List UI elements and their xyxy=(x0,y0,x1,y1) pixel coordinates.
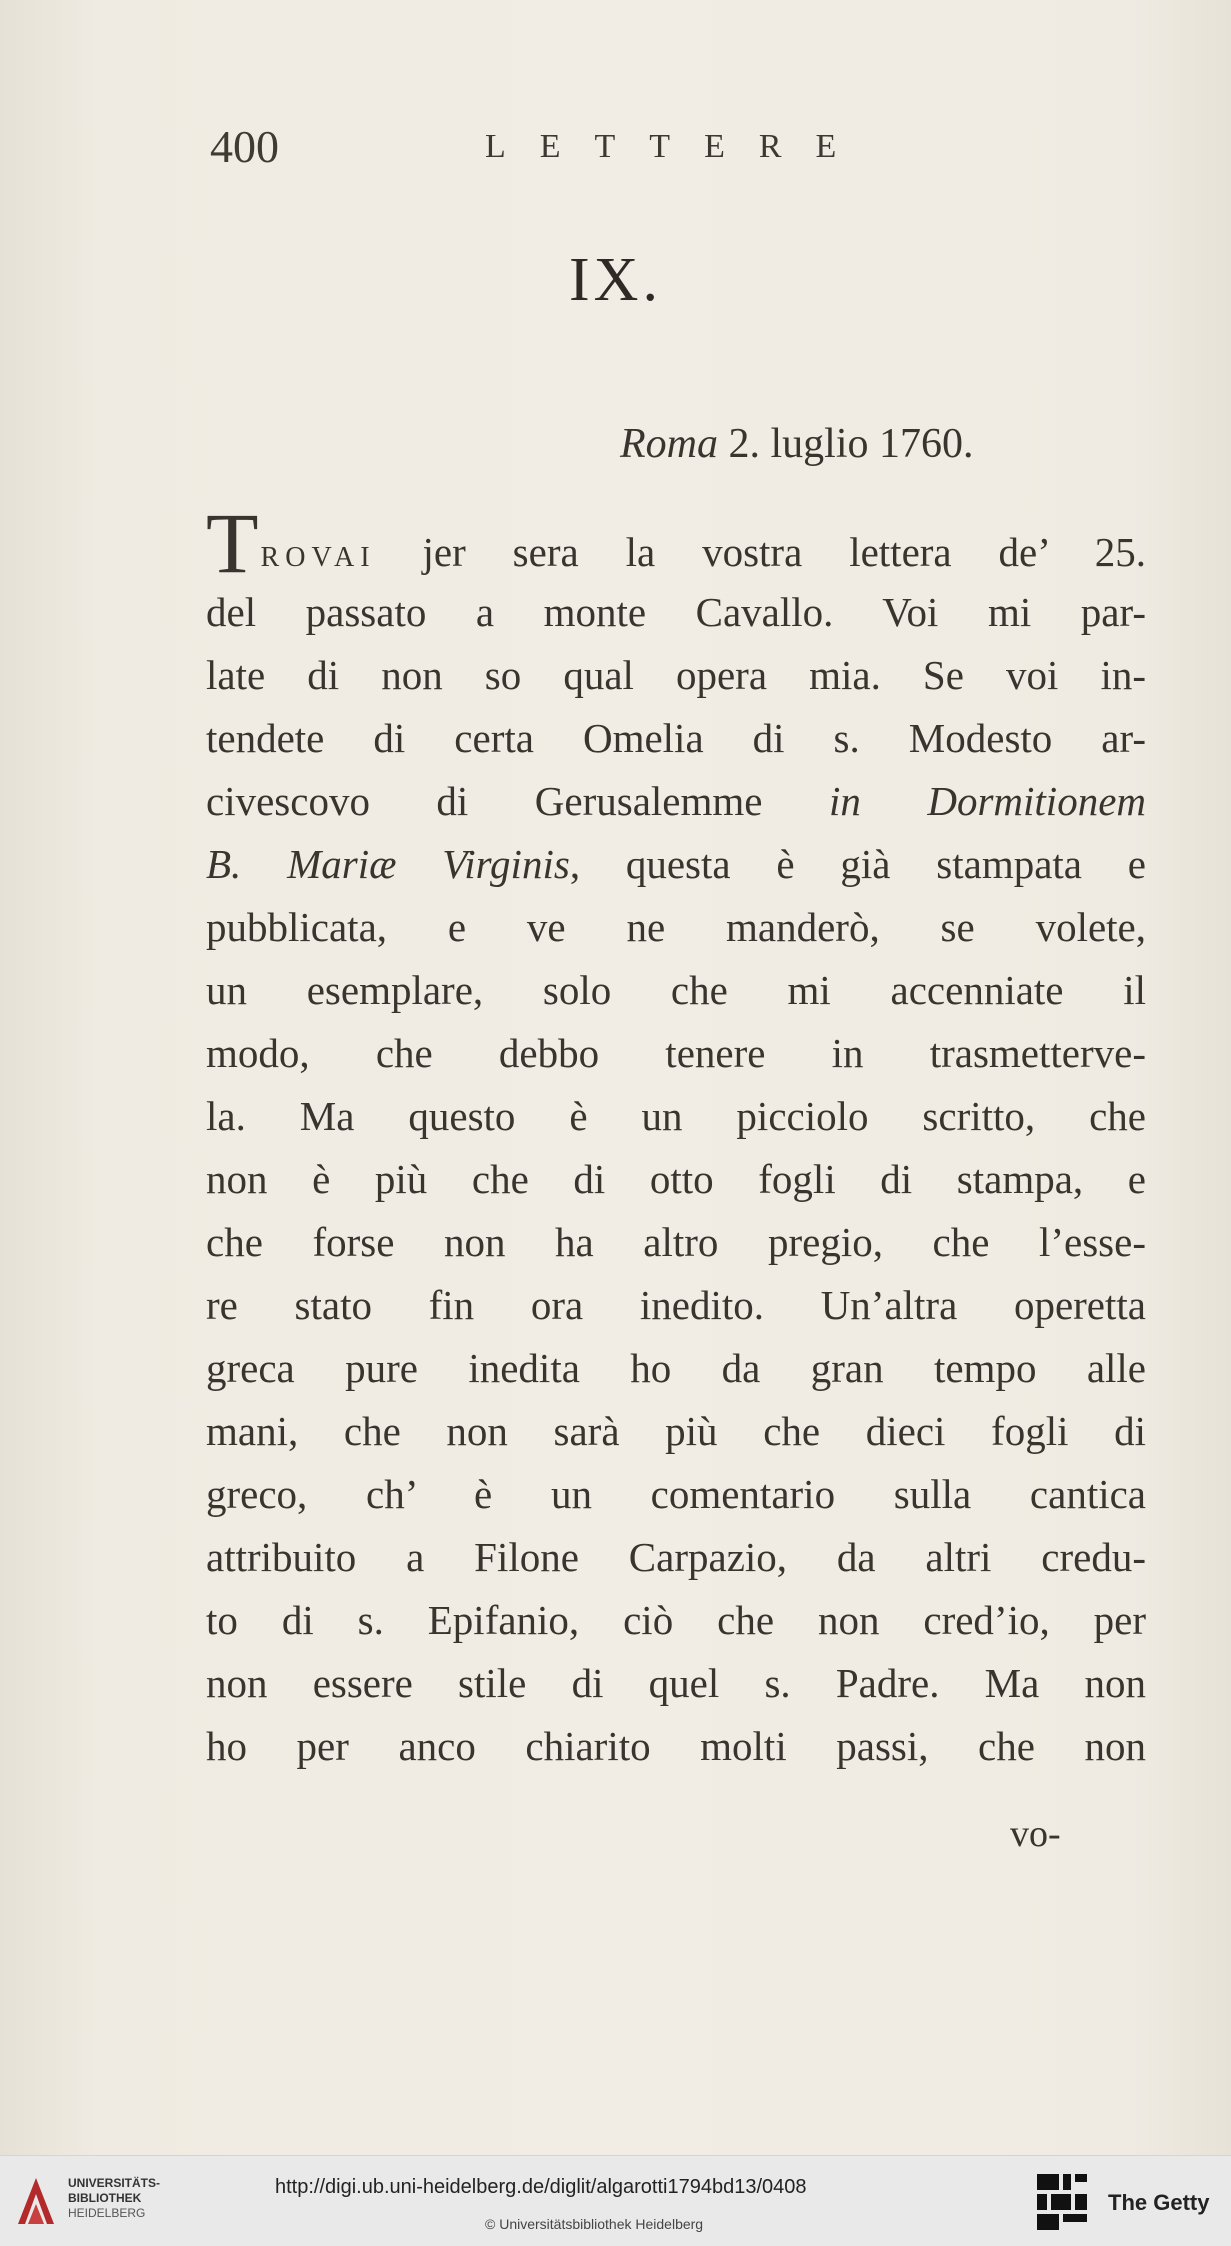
page-number: 400 xyxy=(210,121,279,172)
line-text: un esemplare, solo che mi accenniate il xyxy=(206,967,1146,1013)
line-text: attribuito a Filone Carpazio, da altri credu- xyxy=(206,1534,1146,1580)
text-line xyxy=(206,959,1146,1022)
library-name xyxy=(68,2176,160,2221)
getty-logo-icon xyxy=(1035,2172,1089,2232)
text-line xyxy=(206,1589,1146,1652)
viewer-footer xyxy=(0,2155,1231,2246)
text-line xyxy=(206,1463,1146,1526)
library-name-line2: BIBLIOTHEK xyxy=(68,2191,142,2205)
library-name-line1: UNIVERSITÄTS- xyxy=(68,2176,161,2190)
drop-cap: T xyxy=(206,495,259,591)
text-line xyxy=(206,1211,1146,1274)
date-rest: 2. luglio 1760. xyxy=(718,421,974,467)
library-name-line3: HEIDELBERG xyxy=(68,2206,146,2220)
copyright-notice: © Universitätsbibliothek Heidelberg xyxy=(485,2216,704,2232)
text-line xyxy=(206,1274,1146,1337)
italic-text: in Dormitionem xyxy=(828,778,1146,824)
text-line xyxy=(206,644,1146,707)
date-place: Roma xyxy=(620,421,718,467)
page-header xyxy=(210,120,1010,180)
permalink-url[interactable]: http://digi.ub.uni-heidelberg.de/diglit/algarotti1794bd13/0408 xyxy=(275,2176,807,2198)
running-title: LETTERE xyxy=(485,128,871,165)
italic-text: B. Mariæ Virginis xyxy=(206,841,570,887)
text-line xyxy=(206,770,1146,833)
line-text: pubblicata, e ve ne manderò, se volete, xyxy=(206,904,1146,950)
line-text: re stato fin ora inedito. Un’altra operetta xyxy=(206,1282,1146,1328)
line-text: to di s. Epifanio, ciò che non cred’io, per xyxy=(206,1597,1146,1643)
line-text: non è più che di otto fogli di stampa, e xyxy=(206,1156,1146,1202)
small-caps-word: ROVAI xyxy=(260,542,376,573)
line-text: del passato a monte Cavallo. Voi mi par- xyxy=(206,589,1146,635)
text-line xyxy=(206,495,1146,591)
line-text: la. Ma questo è un picciolo scritto, che xyxy=(206,1093,1146,1139)
text-line xyxy=(206,833,1146,896)
text-line xyxy=(206,1715,1146,1778)
text-line xyxy=(206,1337,1146,1400)
line-text: greca pure inedita ho da gran tempo alle xyxy=(206,1345,1146,1391)
line-text: mani, che non sarà più che dieci fogli di xyxy=(206,1408,1146,1454)
letter-dateline xyxy=(620,420,974,468)
text-line xyxy=(206,1526,1146,1589)
line-text: tendete di certa Omelia di s. Modesto ar- xyxy=(206,715,1146,761)
text-line xyxy=(206,1400,1146,1463)
text-line xyxy=(206,1148,1146,1211)
text-line xyxy=(206,896,1146,959)
line-text: , questa è già stampata e xyxy=(569,841,1146,887)
letter-body xyxy=(206,495,1146,1778)
text-line xyxy=(206,707,1146,770)
university-library-logo-icon xyxy=(14,2174,58,2228)
text-line xyxy=(206,581,1146,644)
text-line xyxy=(206,1085,1146,1148)
partner-name: The Getty xyxy=(1108,2190,1210,2215)
line-text: modo, che debbo tenere in trasmetterve- xyxy=(206,1030,1146,1076)
line-text: late di non so qual opera mia. Se voi in- xyxy=(206,652,1146,698)
letter-numeral: IX. xyxy=(569,246,662,314)
line-text: che forse non ha altro pregio, che l’esse- xyxy=(206,1219,1146,1265)
text-line xyxy=(206,1652,1146,1715)
line-text: ho per anco chiarito molti passi, che non xyxy=(206,1723,1146,1769)
line-text: civescovo di Gerusalemme xyxy=(206,778,829,824)
line-text: jer sera la vostra lettera de’ 25. xyxy=(375,529,1146,575)
line-text: greco, ch’ è un comentario sulla cantica xyxy=(206,1471,1146,1517)
catchword: vo- xyxy=(1010,1813,1061,1855)
line-text: non essere stile di quel s. Padre. Ma non xyxy=(206,1660,1146,1706)
text-line xyxy=(206,1022,1146,1085)
